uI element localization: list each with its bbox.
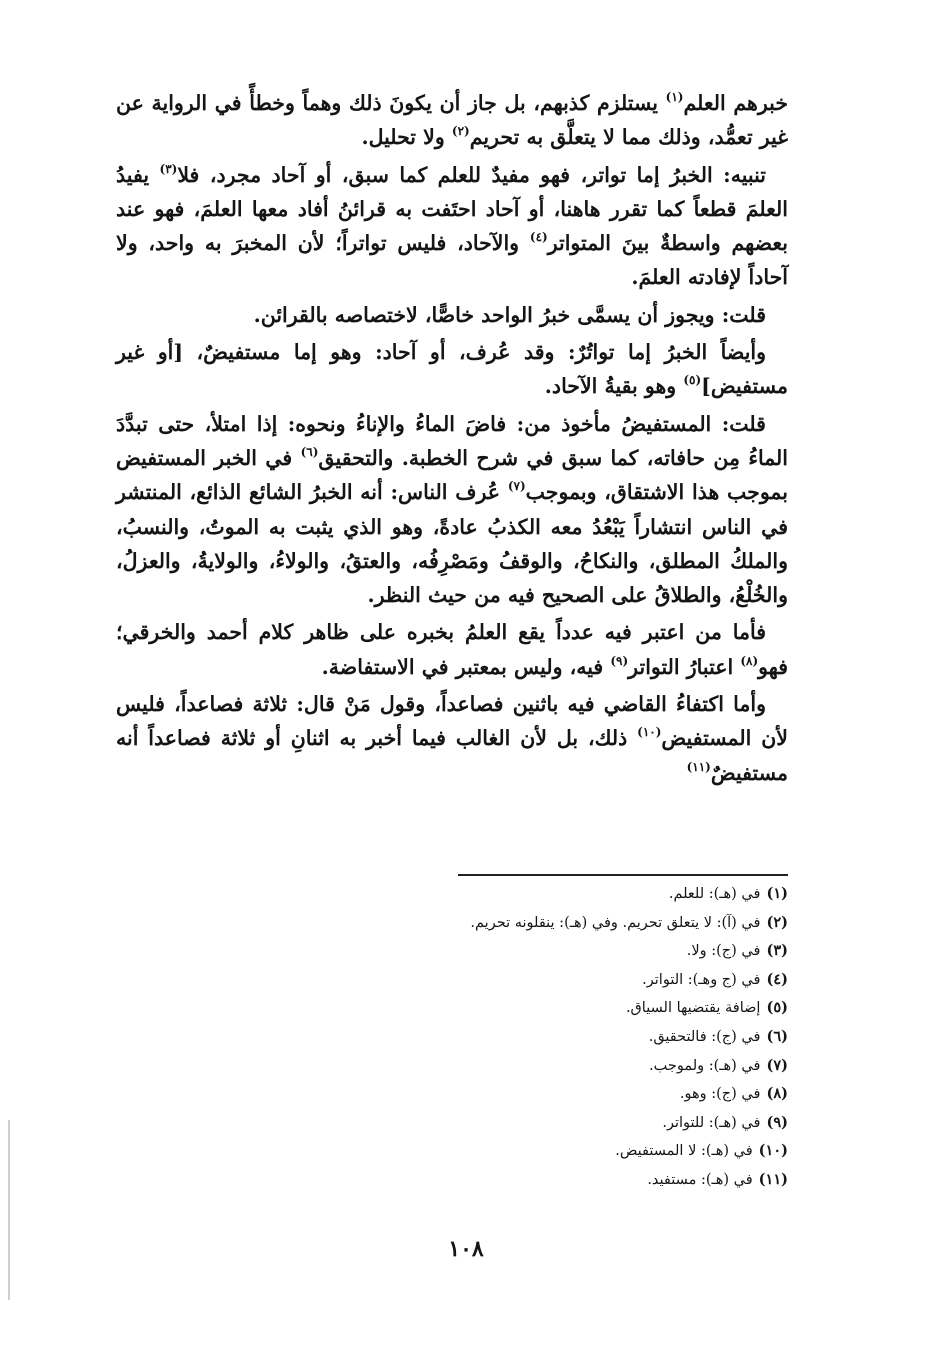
- footnote-text: في (هـ): للتواتر.: [662, 1114, 761, 1131]
- footnote-number: (٢): [766, 913, 788, 931]
- scan-edge-mark: [8, 1120, 10, 1300]
- text-run: في الخبر المستفيض بموجب هذا الاشتقاق، وبموجب: [116, 445, 788, 505]
- paragraph-1: [116, 86, 788, 155]
- footnote-number: (٩): [766, 1113, 788, 1131]
- text-run: تنبيه: الخبرُ إما تواتر، فهو مفيدٌ للعلم كما سبق، أو آحاد مجرد، فلا: [177, 162, 766, 187]
- paragraph-2: [116, 158, 788, 295]
- footnote-item: [116, 1137, 788, 1166]
- footnote-text: في (ج): وهو.: [679, 1086, 761, 1103]
- footnote-text: في (آ): لا يتعلق تحريم. وفي (هـ): ينقلونه تحريم.: [470, 914, 761, 931]
- footnote-text: في (هـ): ولموجب.: [649, 1057, 761, 1074]
- text-run: وأيضاً الخبرُ إما تواتُرٌ: وقد عُرف، أو آحاد: وهو إما مستفيضٌ، [أو غير مستفيض]: [116, 340, 788, 399]
- footnote-number: (١٠): [758, 1142, 788, 1160]
- paragraph-7: [116, 687, 788, 790]
- text-run: فيه، وليس بمعتبر في الاستفاضة.: [321, 654, 611, 679]
- paragraph-3: [116, 298, 788, 332]
- footnote-text: في (ج وهـ): التواتر.: [642, 971, 761, 988]
- text-run: وهو بقيةُ الآحاد.: [544, 374, 684, 399]
- footnote-ref: (٢): [451, 124, 470, 139]
- text-run: والآحاد، فليس تواتراً؛ لأن المخبرَ به واحد، ولا آحاداً لإفادته العلمَ.: [116, 231, 788, 290]
- footnote-item: [116, 937, 788, 966]
- main-text: [116, 86, 788, 793]
- footnote-text: في (هـ): مستفيد.: [647, 1171, 753, 1188]
- text-run: اعتبارُ التواتر: [628, 654, 741, 679]
- footnote-item: [116, 1166, 788, 1195]
- footnote-separator: [458, 874, 788, 876]
- footnote-ref: (٧): [507, 479, 526, 494]
- text-run: فأما من اعتبر فيه عدداً يقع العلمُ بخبره على ظاهر كلام أحمد والخرقي؛ فهو: [116, 620, 788, 679]
- text-run: خبرهم العلم: [683, 91, 788, 115]
- text-run: يستلزم كذبهم، بل جاز أن يكونَ ذلك وهماً وخطأً في الرواية عن غير تعمُّد، وذلك مما لا يتعلَّق به تحريم: [116, 91, 788, 150]
- text-run: قلت: المستفيضُ مأخوذ من: فاضَ الماءُ والإناءُ ونحوه: إذا امتلأ، حتى تبدَّدَ الماءُ مِن حافاته، كما سبق في شرح الخطبة. والتحقيق: [116, 411, 788, 470]
- footnotes: [116, 880, 788, 1195]
- footnote-item: [116, 1109, 788, 1138]
- footnote-number: (٨): [766, 1085, 788, 1103]
- footnote-ref: (٣): [159, 161, 178, 176]
- footnote-ref: (٨): [740, 653, 759, 668]
- footnote-ref: (١٠): [637, 725, 662, 740]
- text-run: عُرف الناس: أنه الخبرُ الشائع الذائع، المنتشر في الناس انتشاراً يَبْعُدُ معه الكذبُ عادةً، وهو الذي يثبت به الموتُ، والنسبُ، والملكُ المطلق، والنكاحُ، والوقفُ ومَصْرِفُه، والعتقُ، والولاءُ، والولايةُ، والعزلُ، والخُلْعُ، والطلاقُ على الصحيح فيه من حيث النظر.: [116, 480, 788, 608]
- footnote-number: (١): [766, 885, 788, 902]
- footnote-ref: (٦): [300, 444, 319, 459]
- footnote-item: [116, 1080, 788, 1109]
- footnote-number: (٣): [766, 942, 788, 960]
- footnote-item: [116, 994, 788, 1023]
- text-run: ذلك، بل لأن الغالب فيما أخبر به اثنانِ أو ثلاثة فصاعداً أنه مستفيضٌ: [116, 726, 788, 785]
- text-run: وأما اكتفاءُ القاضي فيه باثنين فصاعداً، وقول مَنْ قال: ثلاثة فصاعداً، فليس لأن المستفيض: [116, 692, 788, 751]
- page-number: ١٠٨: [448, 1236, 484, 1262]
- footnote-number: (٤): [766, 970, 788, 988]
- text-run: يفيدُ العلمَ قطعاً كما تقرر هاهنا، أو آحاد احتَفت به قرائنُ أفاد معها العلمَ، فهو عند بعضهم واسطةٌ بينَ المتواتر: [116, 162, 788, 256]
- footnote-ref: (١١): [686, 759, 711, 774]
- footnote-text: في (ج): ولا.: [686, 943, 761, 960]
- footnote-item: [116, 966, 788, 995]
- text-run: ولا تحليل.: [361, 125, 452, 150]
- footnote-item: [116, 880, 788, 909]
- footnote-number: (٥): [766, 999, 788, 1017]
- footnote-text: في (هـ): لا المستفيض.: [615, 1143, 753, 1160]
- footnote-ref: (١): [665, 90, 684, 104]
- paragraph-6: [116, 615, 788, 684]
- footnote-ref: (٥): [683, 373, 702, 388]
- footnote-text: في (هـ): للعلم.: [668, 886, 761, 902]
- paragraph-4: [116, 335, 788, 404]
- text-run: قلت: ويجوز أن يسمَّى خبرُ الواحد خاصًّا، لاختصاصه بالقرائن.: [253, 302, 766, 327]
- footnote-text: في (ج): فالتحقيق.: [648, 1028, 761, 1045]
- footnote-number: (٦): [766, 1027, 788, 1045]
- paragraph-5: [116, 407, 788, 613]
- footnote-item: [116, 1052, 788, 1081]
- footnote-item: [116, 1023, 788, 1052]
- footnote-item: [116, 909, 788, 938]
- footnote-number: (٧): [766, 1056, 788, 1074]
- footnote-number: (١١): [758, 1170, 788, 1188]
- footnote-text: إضافة يقتضيها السياق.: [625, 1000, 761, 1017]
- footnote-ref: (٤): [529, 230, 548, 245]
- footnote-ref: (٩): [610, 653, 629, 668]
